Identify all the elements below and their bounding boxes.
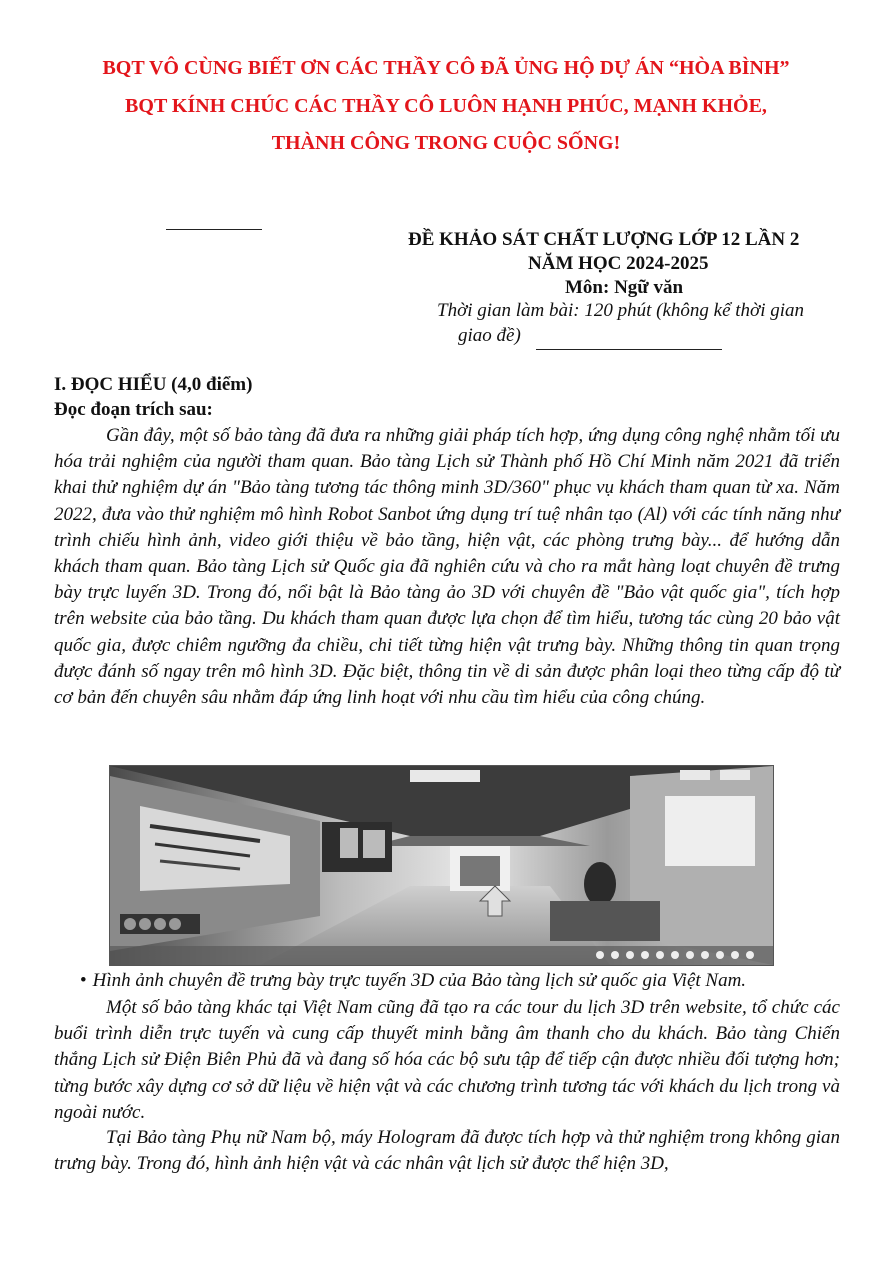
exam-subject: Môn: Ngữ văn	[565, 277, 684, 298]
museum-3d-photo	[109, 765, 774, 966]
paragraph-2: Một số bảo tàng khác tại Việt Nam cũng đã tạo ra các tour du lịch 3D trên website, tổ chức các buổi trình diễn trực tuyến và cung cấp thuyết minh bằng âm thanh cho du khách. Bảo tàng Chiến thắng Lịch sử Điện Biên Phủ đã và đang số hóa các bộ sưu tập để tiếp cận được nhiều đối tượng hơn; từng bước xây dựng cơ sở dữ liệu về hiện vật và các chương trình tương tác với khách du lịch trong và ngoài nước.	[54, 997, 840, 1123]
banner-line-2: BQT KÍNH CHÚC CÁC THẦY CÔ LUÔN HẠNH PHÚC, MẠNH KHỎE,	[125, 95, 767, 117]
paragraph-1: Gần đây, một số bảo tàng đã đưa ra những giải pháp tích hợp, ứng dụng công nghệ nhằm tối ưu hóa trải nghiệm của người tham quan. Bảo tàng Lịch sử Thành phố Hồ Chí Minh năm 2021 đã triển khai thử nghiệm dự án "Bảo tàng tương tác thông minh 3D/360" phục vụ khách tham quan từ xa. Năm 2022, đưa vào thử nghiệm mô hình Robot Sanbot ứng dụng trí tuệ nhân tạo (Al) với các tính năng như trình chiếu hình ảnh, video giới thiệu về bảo tầng, hiện vật, các phòng trưng bày... để hướng dẫn khách tham quan. Bảo tàng Lịch sử Quốc gia đã nghiên cứu và cho ra mắt hàng loạt chuyên đề trưng bày trực luyến 3D. Trong đó, nổi bật là Bảo tàng ảo 3D với chuyên đề "Bảo vật quốc gia", tích hợp trên website của bảo tầng. Du khách tham quan được lựa chọn để tìm hiểu, tương tác cùng 20 bảo vật quốc gia, được chiêm ngưỡng đa chiều, chi tiết từng hiện vật trưng bày. Những thông tin quan trọng được đánh số ngay trên mô hình 3D. Đặc biệt, thông tin về di sản được phân loại theo từng cấp độ từ cơ bản đến chuyên sâu nhằm đáp ứng linh hoạt với nhu cầu tìm hiểu của công chúng.	[54, 425, 840, 709]
caption-text: Hình ảnh chuyên đề trưng bày trực tuyến 3D của Bảo tàng lịch sử quốc gia Việt Nam.	[92, 970, 747, 991]
header-rule-left	[166, 229, 262, 230]
exam-title: ĐỀ KHẢO SÁT CHẤT LƯỢNG LỚP 12 LẦN 2	[408, 229, 800, 250]
exam-time-line-1: Thời gian làm bài: 120 phút (không kể thời gian	[437, 300, 805, 321]
section-heading: I. ĐỌC HIỂU (4,0 điểm)	[54, 374, 253, 395]
paragraph-3: Tại Bảo tàng Phụ nữ Nam bộ, máy Hologram đã được tích hợp và thử nghiệm trong không gian trưng bày. Trong đó, hình ảnh hiện vật và các nhân vật lịch sử được thể hiện 3D,	[54, 1127, 840, 1175]
exam-year: NĂM HỌC 2024-2025	[528, 253, 709, 274]
header-rule-right	[536, 349, 722, 350]
exam-time-line-2: giao đề)	[458, 325, 521, 346]
museum-3d-photo-svg	[110, 766, 773, 965]
section-instruction: Đọc đoạn trích sau:	[54, 399, 213, 420]
banner-line-1: BQT VÔ CÙNG BIẾT ƠN CÁC THẦY CÔ ĐÃ ỦNG HỘ DỰ ÁN “HÒA BÌNH”	[102, 57, 790, 79]
caption-bullet: •	[80, 970, 87, 991]
banner-line-3: THÀNH CÔNG TRONG CUỘC SỐNG!	[271, 132, 621, 154]
figure-caption	[80, 970, 746, 992]
